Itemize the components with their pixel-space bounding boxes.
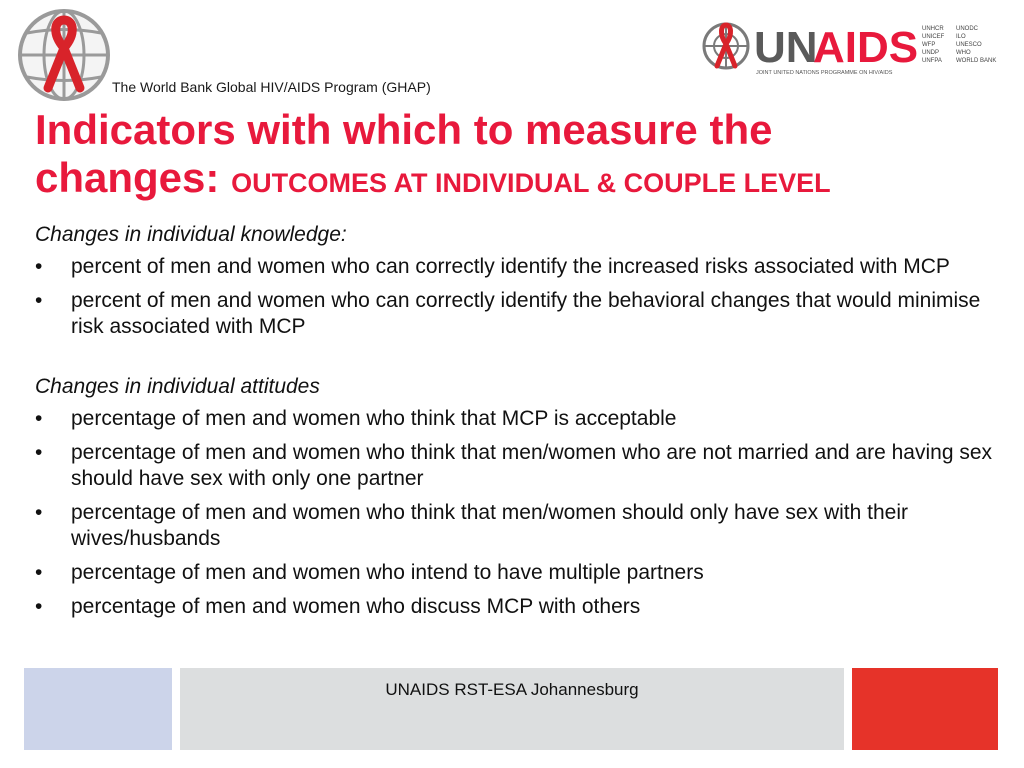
footer-text: UNAIDS RST-ESA Johannesburg <box>385 680 639 699</box>
bullet-item: • percent of men and women who can correctly identify the behavioral changes that would minimise risk associated with MCP <box>35 288 1010 340</box>
unaids-tagline: JOINT UNITED NATIONS PROGRAMME ON HIV/AIDS <box>756 70 893 76</box>
unaids-logo-icon <box>700 16 1006 80</box>
bullet-item: • percent of men and women who can correctly identify the increased risks associated with MCP <box>35 254 1010 280</box>
cosponsor: UNFPA <box>922 58 942 64</box>
bullet-item: • percentage of men and women who intend to have multiple partners <box>35 560 1010 586</box>
footer-middle-block <box>180 668 844 750</box>
cosponsor: ILO <box>956 34 966 40</box>
section-heading-knowledge: Changes in individual knowledge: <box>35 223 347 246</box>
bullet-item: • percentage of men and women who think that MCP is acceptable <box>35 406 1010 432</box>
cosponsor: UNESCO <box>956 42 982 48</box>
title-line-2 <box>35 154 995 207</box>
cosponsor: UNICEF <box>922 34 945 40</box>
cosponsor: WHO <box>956 50 971 56</box>
un-emblem-icon <box>704 24 748 68</box>
header-caption: The World Bank Global HIV/AIDS Program (GHAP) <box>112 79 431 95</box>
cosponsor: UNDP <box>922 50 940 56</box>
bullet-item: • percentage of men and women who discuss MCP with others <box>35 594 1010 620</box>
slide-body <box>35 222 1010 628</box>
bullet-list-attitudes <box>35 406 1010 620</box>
unaids-wordmark-aids: AIDS <box>813 23 919 72</box>
footer-left-block <box>24 668 172 750</box>
bullet-item: • percentage of men and women who think that men/women who are not married and are having sex should have sex with only one partner <box>35 440 1010 492</box>
world-bank-globe-logo-icon <box>14 8 120 102</box>
bullet-item: • percentage of men and women who think that men/women should only have sex with their wives/husbands <box>35 500 1010 552</box>
cosponsor: WFP <box>922 42 936 48</box>
title-main: changes: <box>35 154 232 201</box>
cosponsor: UNODC <box>956 26 978 32</box>
title-subtitle: OUTCOMES AT INDIVIDUAL & COUPLE LEVEL <box>231 168 831 198</box>
cosponsor: WORLD BANK <box>956 58 997 64</box>
footer-right-block <box>852 668 998 750</box>
unaids-wordmark-un: UN <box>754 23 818 72</box>
title-line-1: Indicators with which to measure the <box>35 106 773 153</box>
slide-title <box>35 106 995 207</box>
cosponsor: UNHCR <box>922 26 944 32</box>
section-heading-attitudes: Changes in individual attitudes <box>35 375 320 398</box>
bullet-list-knowledge <box>35 254 1010 340</box>
